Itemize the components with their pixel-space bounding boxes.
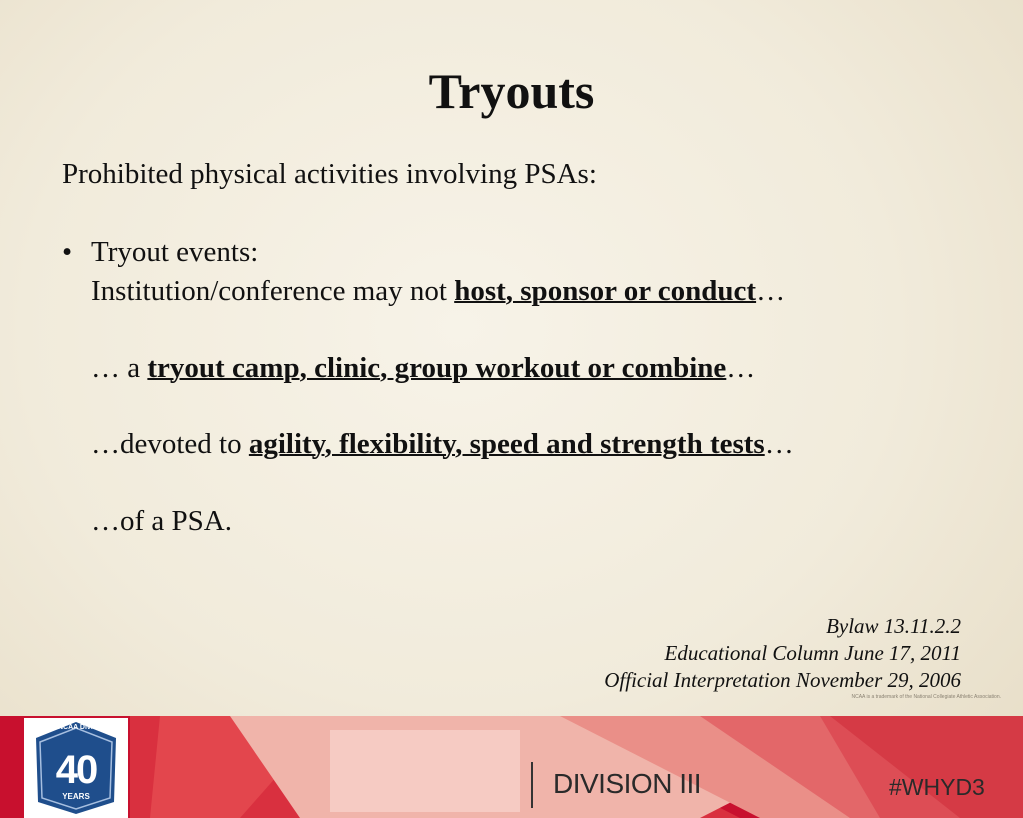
hashtag-label: #WHYD3	[889, 774, 985, 800]
line-2-emphasis: tryout camp, clinic, group workout or combine	[147, 352, 727, 384]
banner-graphic	[0, 716, 1023, 818]
line-2-suffix: …	[726, 352, 756, 384]
footer-banner	[0, 716, 1023, 818]
line-1-emphasis: host, sponsor or conduct	[454, 275, 757, 307]
reference-educational-column: Educational Column June 17, 2011	[664, 641, 961, 665]
trademark-note: NCAA is a trademark of the National Collegiate Athletic Association.	[851, 694, 1001, 700]
line-3-prefix: …devoted to	[91, 428, 249, 460]
logo-number: 40	[55, 748, 97, 792]
bullet-marker: •	[62, 236, 73, 268]
reference-bylaw: Bylaw 13.11.2.2	[826, 614, 961, 638]
line-1-suffix: …	[756, 275, 786, 307]
bullet-line-1	[91, 275, 785, 308]
bullet-line-4: …of a PSA.	[91, 505, 232, 537]
logo-years: YEARS	[62, 792, 90, 801]
bullet-line-3	[91, 428, 794, 461]
banner-divider	[531, 762, 533, 808]
reference-official-interpretation: Official Interpretation November 29, 2006	[604, 668, 961, 692]
banner-panel	[330, 730, 520, 812]
logo-ncaa-text: NCAA Division III	[58, 724, 115, 731]
bullet-label: Tryout events:	[91, 236, 259, 268]
intro-text: Prohibited physical activities involving PSAs:	[62, 158, 597, 190]
references	[604, 613, 961, 694]
line-2-prefix: … a	[91, 352, 148, 384]
line-3-suffix: …	[764, 428, 794, 460]
slide-title: Tryouts	[428, 63, 595, 119]
bullet-line-2	[91, 352, 755, 385]
division-label: DIVISION III	[553, 768, 702, 799]
anniversary-logo	[24, 718, 128, 818]
line-3-emphasis: agility, flexibility, speed and strength tests	[248, 428, 765, 460]
line-1-prefix: Institution/conference may not	[91, 275, 455, 307]
